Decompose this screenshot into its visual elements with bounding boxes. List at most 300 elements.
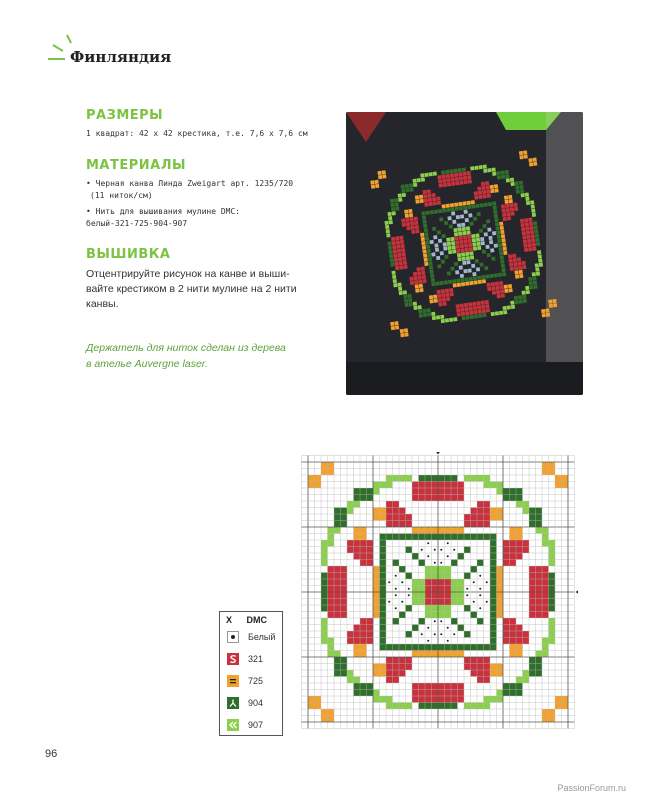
sizes-block [86, 108, 336, 140]
photo-stitch [453, 169, 457, 173]
photo-stitch [392, 241, 396, 245]
stitch-cell [510, 534, 517, 541]
stitch-cell [510, 651, 517, 658]
stitch-cell [432, 703, 439, 710]
photo-stitch [460, 244, 464, 248]
photo-stitch [421, 237, 425, 241]
photo-stitch [438, 298, 442, 302]
stitch-cell [334, 664, 341, 671]
photo-stitch [472, 302, 476, 306]
photo-stitch [464, 180, 468, 184]
photo-stitch [473, 217, 477, 221]
stitch-cell [360, 651, 367, 658]
stitch-cell [321, 599, 328, 606]
photo-stitch [487, 168, 491, 172]
stitch-cell [516, 488, 523, 495]
photo-stitch [472, 242, 476, 246]
photo-stitch [508, 254, 512, 258]
stitch-cell [432, 527, 439, 534]
photo-stitch [472, 238, 476, 242]
photo-stitch [434, 243, 438, 247]
stitch-cell [432, 599, 439, 606]
stitch-cell [399, 534, 406, 541]
embroidery-photo-art [346, 112, 583, 395]
photo-stitch [429, 265, 433, 269]
photo-stitch [415, 199, 419, 203]
stitch-cell [497, 696, 504, 703]
stitch-cell [555, 482, 562, 489]
stitch-cell [341, 605, 348, 612]
stitch-cell [445, 599, 452, 606]
photo-stitch [455, 207, 459, 211]
photo-stitch [507, 305, 511, 309]
photo-stitch [514, 266, 518, 270]
stitch-cell [536, 657, 543, 664]
stitch-cell [432, 592, 439, 599]
photo-stitch [424, 202, 428, 206]
photo-stitch [397, 253, 401, 257]
stitch-cell [490, 586, 497, 593]
stitch-cell [425, 696, 432, 703]
photo-stitch [461, 282, 465, 286]
stitch-cell [458, 527, 465, 534]
stitch-cell [510, 527, 517, 534]
stitch-cell [445, 482, 452, 489]
stitch-cell [321, 586, 328, 593]
stitch-cell [471, 644, 478, 651]
photo-stitch [471, 204, 475, 208]
stitch-cell [406, 514, 413, 521]
stitch-cell [438, 599, 445, 606]
stitch-cell [380, 599, 387, 606]
photo-stitch [513, 262, 517, 266]
photo-stitch [494, 218, 498, 222]
stitch-cell [490, 534, 497, 541]
stitch-cell [354, 651, 361, 658]
stitch-cell [490, 625, 497, 632]
photo-stitch [492, 201, 496, 205]
photo-stitch [508, 195, 512, 199]
photo-stitch [529, 222, 533, 226]
photo-stitch [405, 214, 409, 218]
photo-stitch [408, 209, 412, 213]
photo-stitch [500, 260, 504, 264]
photo-stitch [458, 172, 462, 176]
photo-stitch [411, 226, 415, 230]
photo-stitch [482, 224, 486, 228]
photo-stitch [403, 265, 407, 269]
stitch-cell [490, 566, 497, 573]
stitch-cell [328, 651, 335, 658]
photo-stitch [445, 289, 449, 293]
photo-stitch [415, 195, 419, 199]
photo-stitch [525, 222, 529, 226]
photo-stitch [465, 281, 469, 285]
photo-stitch [413, 306, 417, 310]
stitch-cell [380, 631, 387, 638]
photo-stitch [387, 242, 391, 246]
photo-stitch [529, 162, 533, 166]
stitch-cell [315, 703, 322, 710]
photo-stitch [526, 290, 530, 294]
photo-stitch [503, 251, 507, 255]
stitch-cell [484, 475, 491, 482]
photo-stitch [440, 251, 444, 255]
photo-stitch [545, 308, 549, 312]
stitch-cell [562, 482, 569, 489]
photo-stitch [476, 242, 480, 246]
stitch-cell [510, 625, 517, 632]
photo-stitch [437, 294, 441, 298]
stitch-cell [490, 638, 497, 645]
photo-stitch [423, 224, 427, 228]
photo-stitch [533, 158, 537, 162]
stitch-cell [425, 534, 432, 541]
photo-stitch [434, 299, 438, 303]
stitch-cell [555, 703, 562, 710]
stitch-cell [321, 547, 328, 554]
stitch-cell [321, 605, 328, 612]
photo-stitch [468, 213, 472, 217]
stitch-cell [321, 592, 328, 599]
stitch-cell [315, 482, 322, 489]
photo-stitch [459, 236, 463, 240]
photo-stitch [468, 302, 472, 306]
photo-stitch [458, 168, 462, 172]
photo-stitch [417, 271, 421, 275]
stitch-cell [529, 521, 536, 528]
photo-stitch [486, 189, 490, 193]
stitch-cell [549, 553, 556, 560]
stitch-cell [432, 534, 439, 541]
stitch-cell [341, 664, 348, 671]
stitch-cell [380, 664, 387, 671]
stitch-cell [380, 625, 387, 632]
stitch-cell [425, 690, 432, 697]
stitch-cell [419, 579, 426, 586]
stitch-cell [451, 482, 458, 489]
stitch-cell [497, 482, 504, 489]
photo-stitch [393, 253, 397, 257]
photo-stitch [491, 257, 495, 261]
photo-stitch [502, 213, 506, 217]
stitch-cell [334, 599, 341, 606]
legend-row [224, 697, 280, 711]
photo-stitch [443, 183, 447, 187]
photo-stitch [472, 272, 476, 276]
stitch-cell [451, 579, 458, 586]
photo-stitch [433, 172, 437, 176]
photo-stitch [436, 256, 440, 260]
photo-stitch [522, 235, 526, 239]
stitch-cell [360, 644, 367, 651]
photo-stitch [460, 274, 464, 278]
photo-stitch [524, 248, 528, 252]
stitch-cell [451, 696, 458, 703]
stitch-cell [549, 592, 556, 599]
photo-stitch [473, 246, 477, 250]
stitch-cell [451, 534, 458, 541]
photo-stitch [422, 279, 426, 283]
stitch-cell [542, 462, 549, 469]
photo-stitch [463, 205, 467, 209]
photo-stitch [409, 188, 413, 192]
photo-stitch [467, 205, 471, 209]
photo-stitch [518, 295, 522, 299]
stitch-cell [536, 586, 543, 593]
photo-stitch [492, 231, 496, 235]
photo-stitch [398, 193, 402, 197]
stitch-cell [516, 644, 523, 651]
stitch-cell [341, 592, 348, 599]
stitch-cell [477, 508, 484, 515]
stitch-cell [445, 488, 452, 495]
stitch-cell [549, 716, 556, 723]
stitch-cell [412, 651, 419, 658]
stitch-cell [451, 488, 458, 495]
stitch-cell [510, 547, 517, 554]
stitch-cell [373, 690, 380, 697]
stitch-cell [464, 475, 471, 482]
stitch-cell [490, 612, 497, 619]
photo-stitch [446, 204, 450, 208]
stitch-cell [425, 599, 432, 606]
materials-item: • Нить для вышивания мулине DMC: [86, 207, 241, 216]
embroidery-photo [346, 112, 583, 395]
stitch-cell [490, 547, 497, 554]
photo-stitch [438, 209, 442, 213]
photo-stitch [534, 229, 538, 233]
photo-stitch [416, 267, 420, 271]
photo-stitch [459, 206, 463, 210]
stitch-cell [341, 521, 348, 528]
photo-stitch [448, 280, 452, 284]
photo-stitch [473, 280, 477, 284]
photo-stitch [528, 217, 532, 221]
stitch-cell [354, 501, 361, 508]
photo-stitch [462, 167, 466, 171]
photo-stitch [422, 275, 426, 279]
photo-stitch [464, 243, 468, 247]
stitch-cell [458, 592, 465, 599]
photo-stitch [426, 245, 430, 249]
stitch-dot [486, 601, 488, 603]
stitch-cell [321, 560, 328, 567]
photo-stitch [435, 281, 439, 285]
photo-stitch [451, 241, 455, 245]
stitch-cell [451, 560, 458, 567]
photo-stitch [454, 173, 458, 177]
photo-stitch [502, 272, 506, 276]
photo-stitch [442, 302, 446, 306]
stitch-cell [458, 644, 465, 651]
stitch-cell [380, 566, 387, 573]
stitch-cell [516, 547, 523, 554]
stitch-cell [347, 631, 354, 638]
stitch-cell [438, 683, 445, 690]
photo-stitch [452, 279, 456, 283]
photo-stitch [437, 175, 441, 179]
photo-stitch [401, 185, 405, 189]
photo-stitch [460, 214, 464, 218]
stitch-cell [419, 488, 426, 495]
stitch-cell [419, 475, 426, 482]
photo-stitch [485, 300, 489, 304]
stitch-cell [425, 573, 432, 580]
photo-stitch [516, 190, 520, 194]
stitch-cell [503, 618, 510, 625]
photo-stitch [410, 221, 414, 225]
stitch-cell [425, 586, 432, 593]
photo-stitch [374, 180, 378, 184]
stitch-cell [373, 508, 380, 515]
stitch-cell [503, 540, 510, 547]
stitch-cell [347, 677, 354, 684]
stitch-cell [549, 618, 556, 625]
photo-stitch [501, 234, 505, 238]
photo-stitch [491, 282, 495, 286]
stitch-cell [367, 495, 374, 502]
stitch-dot [473, 581, 475, 583]
legend-header [226, 615, 267, 625]
stitch-cell [510, 618, 517, 625]
stitch-cell [393, 475, 400, 482]
stitch-cell [393, 514, 400, 521]
photo-stitch [424, 198, 428, 202]
stitch-cell [477, 677, 484, 684]
stitch-cell [542, 527, 549, 534]
stitch-cell [445, 586, 452, 593]
photo-stitch [405, 218, 409, 222]
photo-stitch [375, 184, 379, 188]
stitch-cell [529, 605, 536, 612]
stitch-cell [315, 696, 322, 703]
stitch-cell [549, 560, 556, 567]
photo-stitch [526, 201, 530, 205]
stitch-cell [308, 696, 315, 703]
stitch-cell [432, 495, 439, 502]
stitch-cell [477, 475, 484, 482]
photo-stitch [429, 270, 433, 274]
photo-stitch [442, 175, 446, 179]
photo-stitch [509, 199, 513, 203]
photo-stitch [528, 243, 532, 247]
materials-item: • Черная канва Линда Zweigart арт. 1235/720 [86, 179, 294, 188]
photo-stitch [528, 247, 532, 251]
stitch-cell [432, 586, 439, 593]
photo-stitch [430, 274, 434, 278]
photo-stitch [463, 239, 467, 243]
stitch-cell [315, 475, 322, 482]
photo-stitch [522, 265, 526, 269]
stitch-cell [438, 534, 445, 541]
photo-stitch [497, 235, 501, 239]
stitch-cell [542, 534, 549, 541]
stitch-cell [477, 514, 484, 521]
photo-stitch [481, 301, 485, 305]
stitch-dot [447, 555, 449, 557]
stitch-cell [549, 469, 556, 476]
stitch-cell [464, 664, 471, 671]
photo-stitch [473, 306, 477, 310]
stitch-cell [341, 573, 348, 580]
stitch-cell [386, 514, 393, 521]
photo-stitch [531, 204, 535, 208]
stitch-cell [406, 664, 413, 671]
stitch-cell [458, 534, 465, 541]
stitch-cell [399, 657, 406, 664]
stitch-dot [453, 633, 455, 635]
photo-stitch [425, 236, 429, 240]
photo-stitch [395, 202, 399, 206]
stitch-cell [334, 670, 341, 677]
stitch-cell [419, 527, 426, 534]
stitch-cell [451, 703, 458, 710]
photo-stitch [533, 162, 537, 166]
photo-stitch [394, 198, 398, 202]
stitch-cell [399, 566, 406, 573]
photo-stitch [415, 225, 419, 229]
photo-stitch [505, 204, 509, 208]
photo-stitch [461, 252, 465, 256]
photo-stitch [496, 290, 500, 294]
stitch-cell [451, 599, 458, 606]
photo-stitch [524, 155, 528, 159]
stitch-cell [445, 612, 452, 619]
stitch-cell [471, 703, 478, 710]
stitch-cell [419, 703, 426, 710]
photo-stitch [423, 253, 427, 257]
photo-stitch [386, 229, 390, 233]
photo-stitch [382, 174, 386, 178]
stitch-cell [412, 579, 419, 586]
s-icon [227, 653, 239, 665]
stitch-cell [321, 462, 328, 469]
photo-stitch [486, 308, 490, 312]
photo-stitch [501, 238, 505, 242]
photo-stitch [391, 237, 395, 241]
photo-stitch [484, 203, 488, 207]
photo-stitch [455, 270, 459, 274]
photo-stitch [450, 237, 454, 241]
photo-stitch [410, 281, 414, 285]
photo-stitch [453, 228, 457, 232]
photo-stitch [474, 166, 478, 170]
stitch-cell [308, 482, 315, 489]
photo-stitch [453, 283, 457, 287]
photo-stitch [495, 286, 499, 290]
stitch-cell [328, 540, 335, 547]
photo-stitch [399, 236, 403, 240]
photo-stitch [535, 267, 539, 271]
photo-stitch [490, 185, 494, 189]
stitch-cell [341, 586, 348, 593]
stitch-cell [406, 521, 413, 528]
caption-line: Держатель для ниток сделан из дерева [86, 342, 286, 354]
photo-stitch [549, 304, 553, 308]
stitch-cell [451, 683, 458, 690]
stitch-cell [341, 508, 348, 515]
photo-stitch [429, 299, 433, 303]
stitch-dot [479, 575, 481, 577]
photo-stitch [473, 276, 477, 280]
stitch-cell [451, 644, 458, 651]
photo-stitch [397, 249, 401, 253]
stitch-cell [536, 651, 543, 658]
photo-stitch [385, 225, 389, 229]
stitch-cell [393, 664, 400, 671]
photo-stitch [390, 258, 394, 262]
